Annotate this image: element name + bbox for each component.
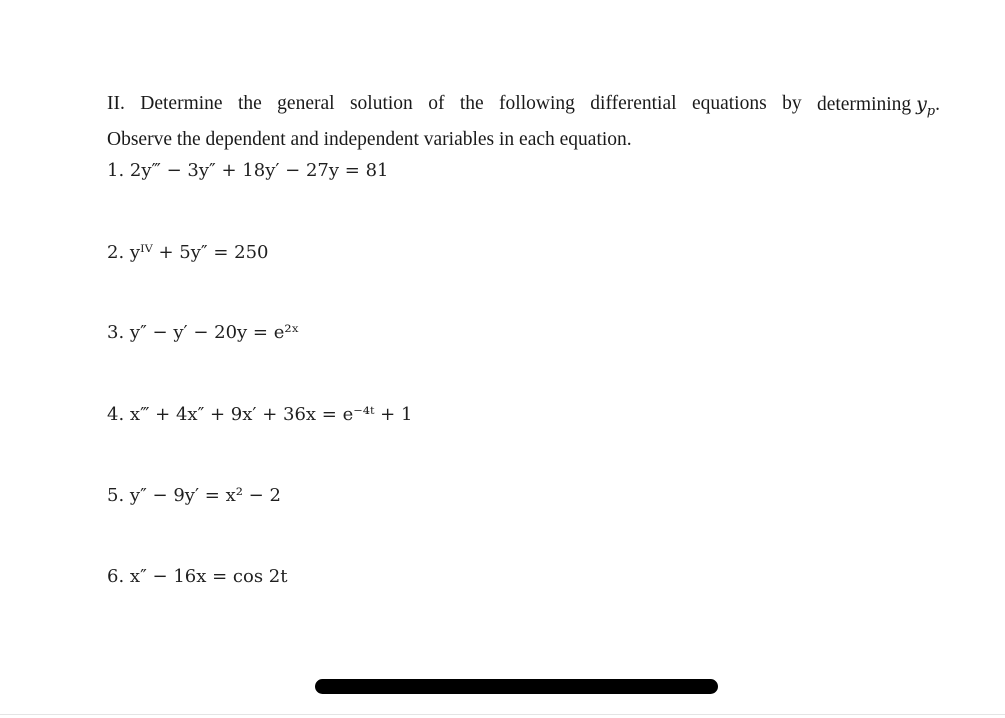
yp-base: y: [916, 93, 927, 115]
equation-expression: 2y‴ − 3y″ + 18y′ − 27y = 81: [129, 160, 389, 181]
equation-number: 6.: [107, 566, 125, 587]
equation-number: 1.: [107, 160, 125, 181]
instructions-line-2: Observe the dependent and independent variables in each equation.: [107, 128, 632, 150]
equation-1: [107, 160, 389, 181]
equation-number: 3.: [107, 322, 125, 343]
instruction-word: differential: [590, 93, 677, 114]
y-particular-symbol: [916, 93, 936, 119]
instruction-word: solution: [349, 93, 413, 114]
bottom-divider: [0, 714, 1005, 715]
equation-expression: y″ − 9y′ = x² − 2: [129, 485, 281, 506]
instruction-word: Determine: [140, 93, 223, 114]
instruction-word: the: [237, 93, 262, 114]
equation-expression: y″ − y′ − 20y = e²ˣ: [129, 322, 300, 343]
equation-2: [107, 242, 269, 263]
equation-number: 4.: [107, 404, 125, 425]
equation-3: [107, 322, 299, 343]
equation-expression: x‴ + 4x″ + 9x′ + 36x = e⁻⁴ᵗ + 1: [129, 404, 413, 425]
equation-number: 5.: [107, 485, 125, 506]
home-indicator-bar[interactable]: [315, 679, 718, 694]
yp-subscript: p: [926, 103, 936, 119]
instructions-paragraph: [107, 90, 957, 154]
instruction-word: by: [782, 93, 802, 114]
instruction-word: equations: [691, 93, 767, 114]
instruction-word-last: [817, 90, 940, 126]
instruction-word: the: [459, 93, 484, 114]
instruction-word: general: [277, 93, 335, 114]
instruction-word: II.: [107, 93, 125, 114]
equation-expression: yᴵⱽ + 5y″ = 250: [129, 242, 269, 263]
instructions-line-1: [107, 90, 940, 126]
equation-expression: x″ − 16x = cos 2t: [129, 566, 288, 587]
yp-period: .: [935, 94, 940, 115]
equation-5: [107, 485, 281, 506]
equation-4: [107, 404, 412, 425]
instruction-word: following: [499, 93, 575, 114]
equation-number: 2.: [107, 242, 125, 263]
instruction-word: determining: [816, 94, 912, 115]
instruction-word: of: [428, 93, 445, 114]
equation-6: [107, 566, 287, 587]
